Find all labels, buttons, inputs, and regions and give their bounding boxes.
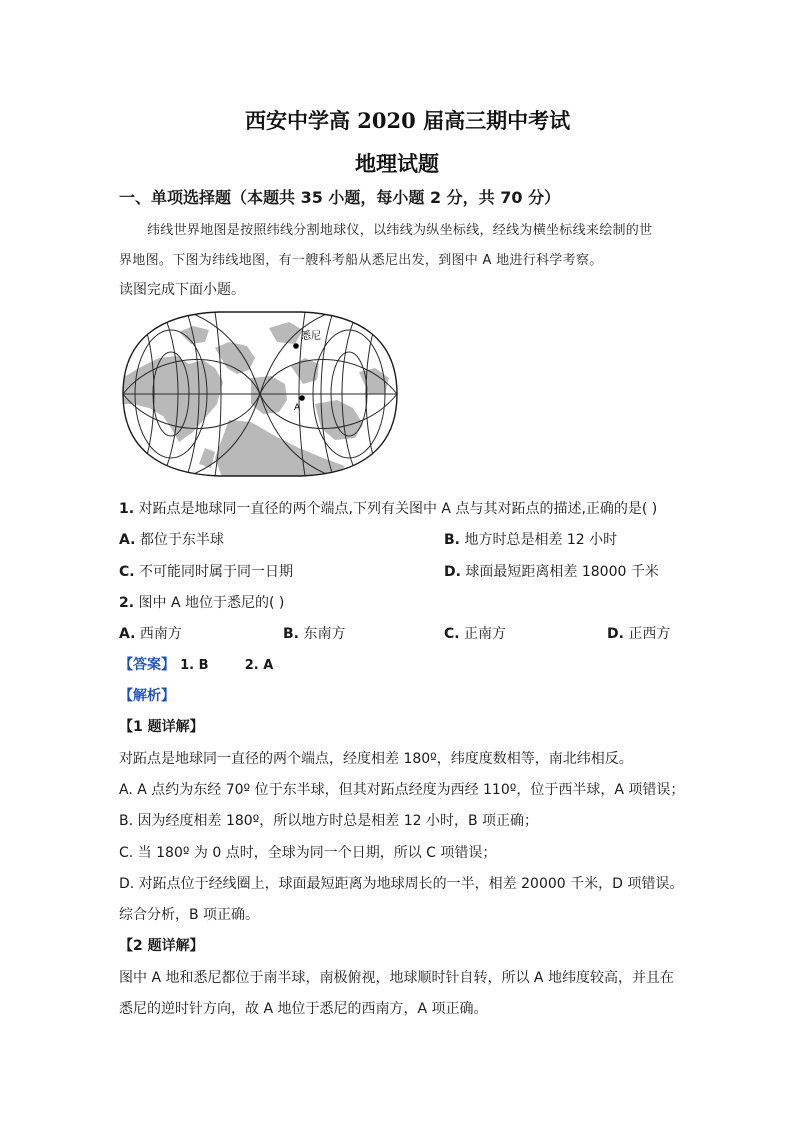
instruction-text: 读图完成下面小题。 bbox=[119, 282, 245, 298]
option-text: 东南方 bbox=[303, 626, 346, 642]
option-text: 西南方 bbox=[139, 626, 182, 642]
question-1-text: 对跖点是地球同一直径的两个端点,下列有关图中 A 点与其对跖点的描述,正确的是( ) bbox=[138, 501, 658, 517]
q1-analysis-line: B. 因为经度相差 180º，所以地方时总是相差 12 小时，B 项正确； bbox=[119, 813, 539, 829]
option-letter: B. bbox=[283, 626, 299, 642]
question-1-number: 1. bbox=[119, 501, 135, 517]
q2-option-a[interactable] bbox=[119, 623, 182, 643]
q2-option-d[interactable] bbox=[607, 623, 670, 643]
option-letter: D. bbox=[607, 626, 624, 642]
q2-analysis-heading: 【2 题详解】 bbox=[119, 938, 204, 954]
q1-option-c[interactable] bbox=[119, 561, 293, 581]
point-a-icon bbox=[299, 395, 305, 401]
question-2-text: 图中 A 地位于悉尼的( ) bbox=[138, 595, 285, 611]
intro-line-2: 界地图。下图为纬线地图，有一艘科考船从悉尼出发，到图中 A 地进行科学考察。 bbox=[119, 253, 603, 268]
analysis-label: 【解析】 bbox=[119, 688, 175, 704]
q1-analysis-line: 综合分析，B 项正确。 bbox=[119, 907, 260, 923]
option-text: 正南方 bbox=[464, 626, 507, 642]
q1-option-a[interactable] bbox=[119, 529, 224, 549]
answer-label: 【答案】 bbox=[119, 657, 175, 673]
q1-analysis-line: 对跖点是地球同一直径的两个端点，经度相差 180º，纬度度数相等，南北纬相反。 bbox=[119, 751, 633, 767]
page-subtitle: 地理试题 bbox=[355, 151, 439, 176]
question-1 bbox=[119, 498, 657, 518]
sydney-point-icon bbox=[293, 343, 299, 349]
q2-analysis-line: 图中 A 地和悉尼都位于南半球，南极俯视，地球顺时针自转，所以 A 地纬度较高，并且在 bbox=[119, 970, 674, 986]
option-text: 不可能同时属于同一日期 bbox=[139, 564, 294, 580]
q1-option-d[interactable] bbox=[444, 561, 659, 581]
q1-analysis-line: C. 当 180º 为 0 点时，全球为同一个日期，所以 C 项错误； bbox=[119, 845, 497, 861]
section-heading: 一、单项选择题（本题共 35 小题，每小题 2 分，共 70 分） bbox=[119, 188, 561, 207]
option-letter: B. bbox=[444, 532, 460, 548]
q1-analysis-line: D. 对跖点位于经线圈上，球面最短距离为地球周长的一半，相差 20000 千米，D 项错误。 bbox=[119, 876, 684, 892]
parallel-world-map bbox=[119, 308, 401, 480]
option-text: 都位于东半球 bbox=[139, 532, 224, 548]
question-2 bbox=[119, 592, 284, 612]
option-letter: C. bbox=[444, 626, 460, 642]
q2-option-c[interactable] bbox=[444, 623, 506, 643]
point-a-label: A bbox=[294, 403, 301, 413]
answer-values: 1. B 2. A bbox=[180, 658, 274, 673]
option-letter: D. bbox=[444, 564, 461, 580]
q2-analysis-line: 悉尼的逆时针方向，故 A 地位于悉尼的西南方，A 项正确。 bbox=[119, 1001, 488, 1017]
q1-analysis-line: A. A 点约为东经 70º 位于东半球，但其对跖点经度为西经 110º，位于西半球，A 项错误； bbox=[119, 782, 685, 798]
option-text: 正西方 bbox=[628, 626, 671, 642]
question-2-number: 2. bbox=[119, 595, 135, 611]
option-text: 地方时总是相差 12 小时 bbox=[464, 532, 618, 548]
q2-option-b[interactable] bbox=[283, 623, 345, 643]
option-letter: A. bbox=[119, 626, 136, 642]
option-text: 球面最短距离相差 18000 千米 bbox=[465, 564, 659, 580]
option-letter: C. bbox=[119, 564, 135, 580]
answer-row bbox=[119, 654, 273, 674]
page-title: 西安中学高 2020 届高三期中考试 bbox=[245, 108, 571, 133]
q1-analysis-heading: 【1 题详解】 bbox=[119, 719, 204, 735]
intro-line-1: 纬线世界地图是按照纬线分割地球仪，以纬线为纵坐标线，经线为横坐标线来绘制的世 bbox=[147, 223, 653, 238]
sydney-label: 悉尼 bbox=[301, 331, 321, 342]
option-letter: A. bbox=[119, 532, 136, 548]
q1-option-b[interactable] bbox=[444, 529, 617, 549]
